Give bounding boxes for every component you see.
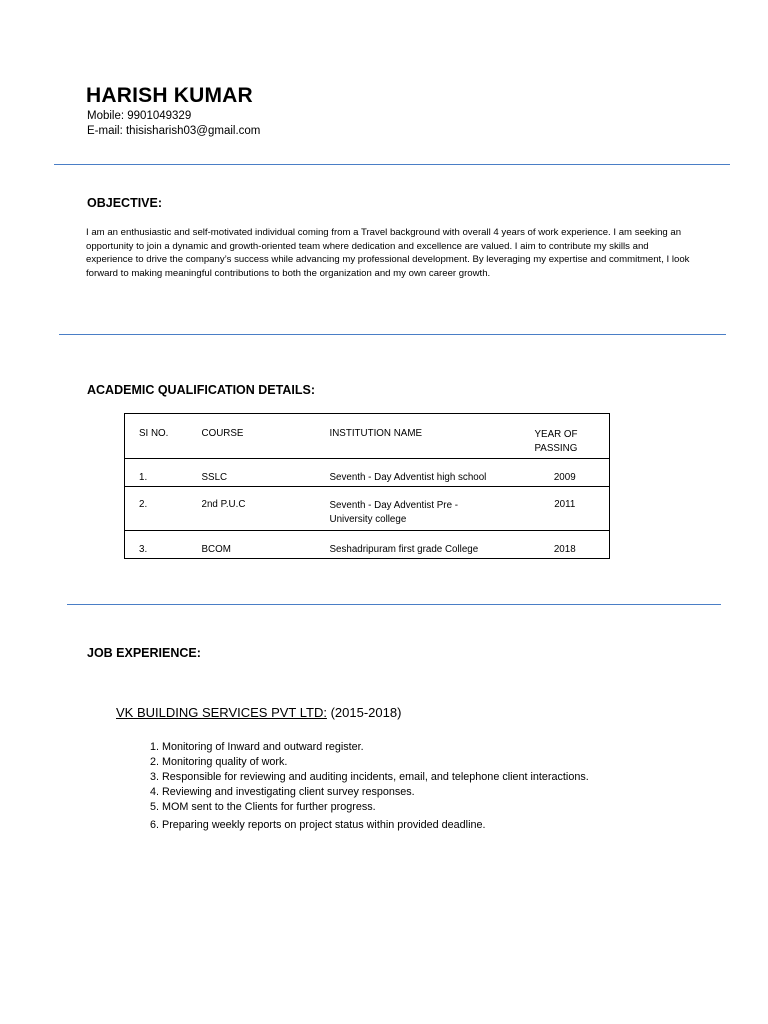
experience-heading: JOB EXPERIENCE: <box>87 646 201 660</box>
list-item: 3. Responsible for reviewing and auditing incidents, email, and telephone client interactions. <box>162 770 722 785</box>
objective-heading: OBJECTIVE: <box>87 196 163 210</box>
header-year: YEAR OF PASSING <box>521 414 610 459</box>
academic-heading: ACADEMIC QUALIFICATION DETAILS: <box>87 383 315 397</box>
candidate-name: HARISH KUMAR <box>86 84 253 107</box>
list-item: 2. Monitoring quality of work. <box>162 755 722 770</box>
mobile-line: Mobile: 9901049329 <box>87 110 192 122</box>
list-item: 1. Monitoring of Inward and outward register. <box>162 740 722 755</box>
table-header-row <box>125 414 610 459</box>
row-year: 2018 <box>521 531 610 559</box>
list-item: 4. Reviewing and investigating client survey responses. <box>162 785 722 800</box>
row-no: 2. <box>125 487 188 531</box>
row-no: 1. <box>125 459 188 487</box>
divider-3 <box>67 604 721 605</box>
row-institution: Seventh - Day Adventist high school <box>316 459 521 487</box>
table-row <box>125 459 610 487</box>
row-no: 3. <box>125 531 188 559</box>
header-si-no: SI NO. <box>125 414 188 459</box>
row-year: 2011 <box>521 487 610 531</box>
divider-1 <box>54 164 730 165</box>
list-item: 6. Preparing weekly reports on project status within provided deadline. <box>162 818 722 833</box>
company-line <box>116 705 401 720</box>
company-name: VK BUILDING SERVICES PVT LTD: <box>116 705 327 720</box>
academic-table <box>124 413 610 559</box>
company-period: (2015-2018) <box>326 705 402 720</box>
table-row <box>125 531 610 559</box>
objective-text: I am an enthusiastic and self-motivated individual coming from a Travel background with overall 4 years of work experience. I am seeking an opportunity to join a dynamic and growth-oriented team where dedication and excellence are valued. I aim to contribute my skills and experience to drive the company’s success while advancing my professional development. By leveraging my expertise and commitment, I look forward to making meaningful contributions to both the organization and my own career growth. <box>86 227 690 279</box>
divider-2 <box>59 334 726 335</box>
list-item: 5. MOM sent to the Clients for further progress. <box>162 800 722 815</box>
header-course: COURSE <box>188 414 316 459</box>
row-institution: Seshadripuram first grade College <box>316 531 521 559</box>
row-institution: Seventh - Day Adventist Pre - University college <box>316 487 521 531</box>
row-course: BCOM <box>188 531 316 559</box>
row-course: SSLC <box>188 459 316 487</box>
email-line: E-mail: thisisharish03@gmail.com <box>87 125 261 137</box>
table-row <box>125 487 610 531</box>
header-institution: INSTITUTION NAME <box>316 414 521 459</box>
row-course: 2nd P.U.C <box>188 487 316 531</box>
duties-list <box>138 740 722 833</box>
row-year: 2009 <box>521 459 610 487</box>
